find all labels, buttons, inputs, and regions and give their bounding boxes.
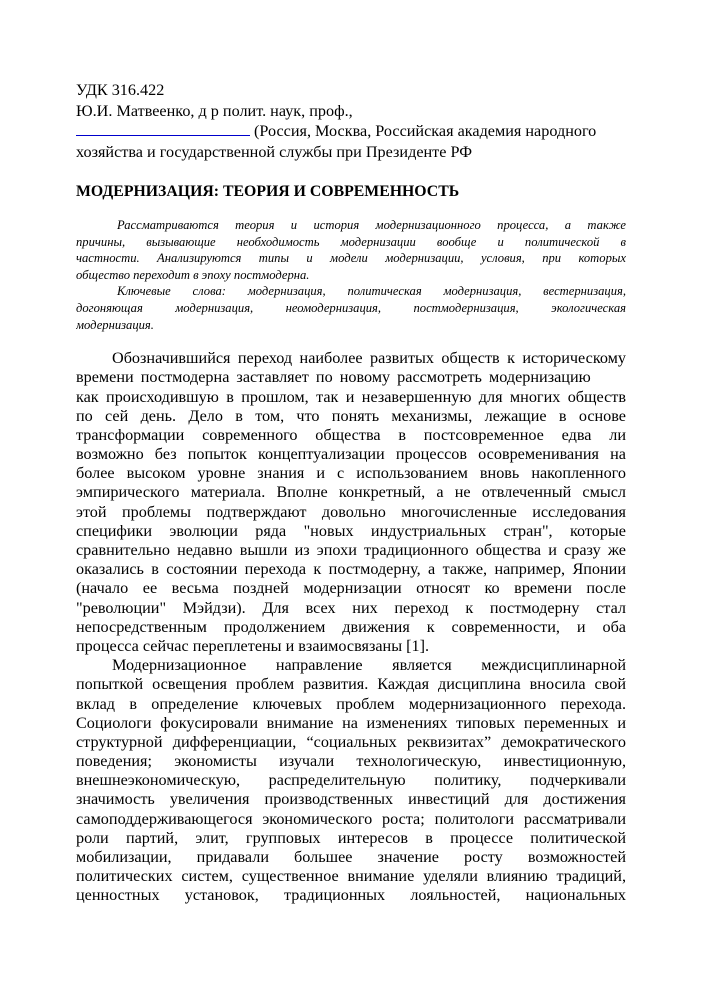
blank-hyperlink[interactable] (76, 121, 250, 136)
body-line: специфики эволюции ряда "новых индустриальных стран", которые (76, 521, 626, 540)
body-line: более высоком уровне знания и с использованием вновь накопленного (76, 464, 626, 483)
abstract-line: причины, вызывающие необходимость модернизации вообще и политической в (76, 234, 626, 249)
body-line: времени постмодерна заставляет по новому рассмотреть модернизацию (76, 368, 591, 387)
body-line: Модернизационное направление является междисциплинарной (112, 656, 626, 675)
abstract (76, 217, 626, 283)
body-line: возможно без попыток концептуализации процессов осовременивания на (76, 445, 626, 464)
body-line: самоподдерживающегося экономического роста; политологи рассматривали (76, 809, 626, 828)
body-line: процесса сейчас переплетены и взаимосвязаны [1]. (76, 636, 430, 655)
body-line: оказались в состоянии перехода к постмодерну, а также, например, Японии (76, 560, 626, 579)
body-line: структурной дифференциации, “социальных реквизитах” демократического (76, 732, 626, 751)
affiliation-line-1 (76, 121, 626, 142)
body-line: "революции" Мэйдзи). Для всех них переход к постмодерну стал (76, 598, 626, 617)
body-line: ценностных установок, традиционных лояльностей, национальных (76, 886, 626, 905)
body-line: непосредственным продолжением движения к современности, и оба (76, 617, 626, 636)
body-line: поведения; экономисты изучали технологическую, инвестиционную, (76, 752, 626, 771)
body-line: роли партий, элит, групповых интересов в процессе политической (76, 828, 626, 847)
body-line: Обозначившийся переход наиболее развитых обществ к историческому (112, 349, 626, 368)
abstract-line: частности. Анализируются типы и модели модернизации, условия, при которых (76, 251, 626, 266)
body-line: этой проблемы подтверждают довольно многочисленные исследования (76, 502, 626, 521)
body-line: как происходившую в прошлом, так и незавершенную для многих обществ (76, 387, 626, 406)
body-line: эмпирического материала. Вполне конкретный, а не отвлеченный смысл (76, 483, 626, 502)
paragraph-2 (76, 656, 626, 905)
keywords-line: Ключевые слова: модернизация, политическая модернизация, вестернизация, (117, 284, 626, 299)
body-line: вклад в определение ключевых проблем модернизационного перехода. (76, 694, 626, 713)
affiliation-line-2: хозяйства и государственной службы при Президенте РФ (76, 142, 472, 161)
body-line: мобилизации, придавали большее значение росту возможностей (76, 848, 626, 867)
abstract-line: Рассматриваются теория и история модернизационного процесса, а также (117, 218, 626, 232)
body-text (76, 349, 626, 905)
author-line: Ю.И. Матвеенко, д р полит. наук, проф., (76, 101, 353, 120)
keywords (76, 283, 626, 333)
body-line: попыткой освещения проблем развития. Каждая дисциплина вносила свой (76, 675, 626, 694)
body-line: сравнительно недавно вышли из эпохи традиционного общества и сразу же (76, 541, 626, 560)
body-line: Социологи фокусировали внимание на изменениях типовых переменных и (76, 713, 626, 732)
document-page (76, 80, 626, 906)
keywords-line: догоняющая модернизация, неомодернизация, постмодернизация, экологическая (76, 300, 626, 315)
article-title: МОДЕРНИЗАЦИЯ: ТЕОРИЯ И СОВРЕМЕННОСТЬ (76, 183, 460, 200)
body-line: трансформации современного общества в постсовременное едва ли (76, 425, 626, 444)
abstract-line: общество переходит в эпоху постмодерна. (76, 267, 310, 282)
body-line: значимость увеличения производственных инвестиций для достижения (76, 790, 626, 809)
paragraph-1 (76, 349, 626, 656)
body-line: по сей день. Дело в том, что понять механизмы, лежащие в основе (76, 406, 626, 425)
udk-code: УДК 316.422 (76, 81, 165, 99)
body-line: внешнеэкономическую, распределительную политику, подчеркивали (76, 771, 626, 790)
body-line: политических систем, существенное внимание уделяли влиянию традиций, (76, 867, 626, 886)
body-line: (начало ее весьма поздней модернизации относят ко времени после (76, 579, 626, 598)
keywords-line: модернизация. (76, 317, 154, 332)
affiliation-text-1: (Россия, Москва, Российская академия народного (254, 122, 597, 140)
